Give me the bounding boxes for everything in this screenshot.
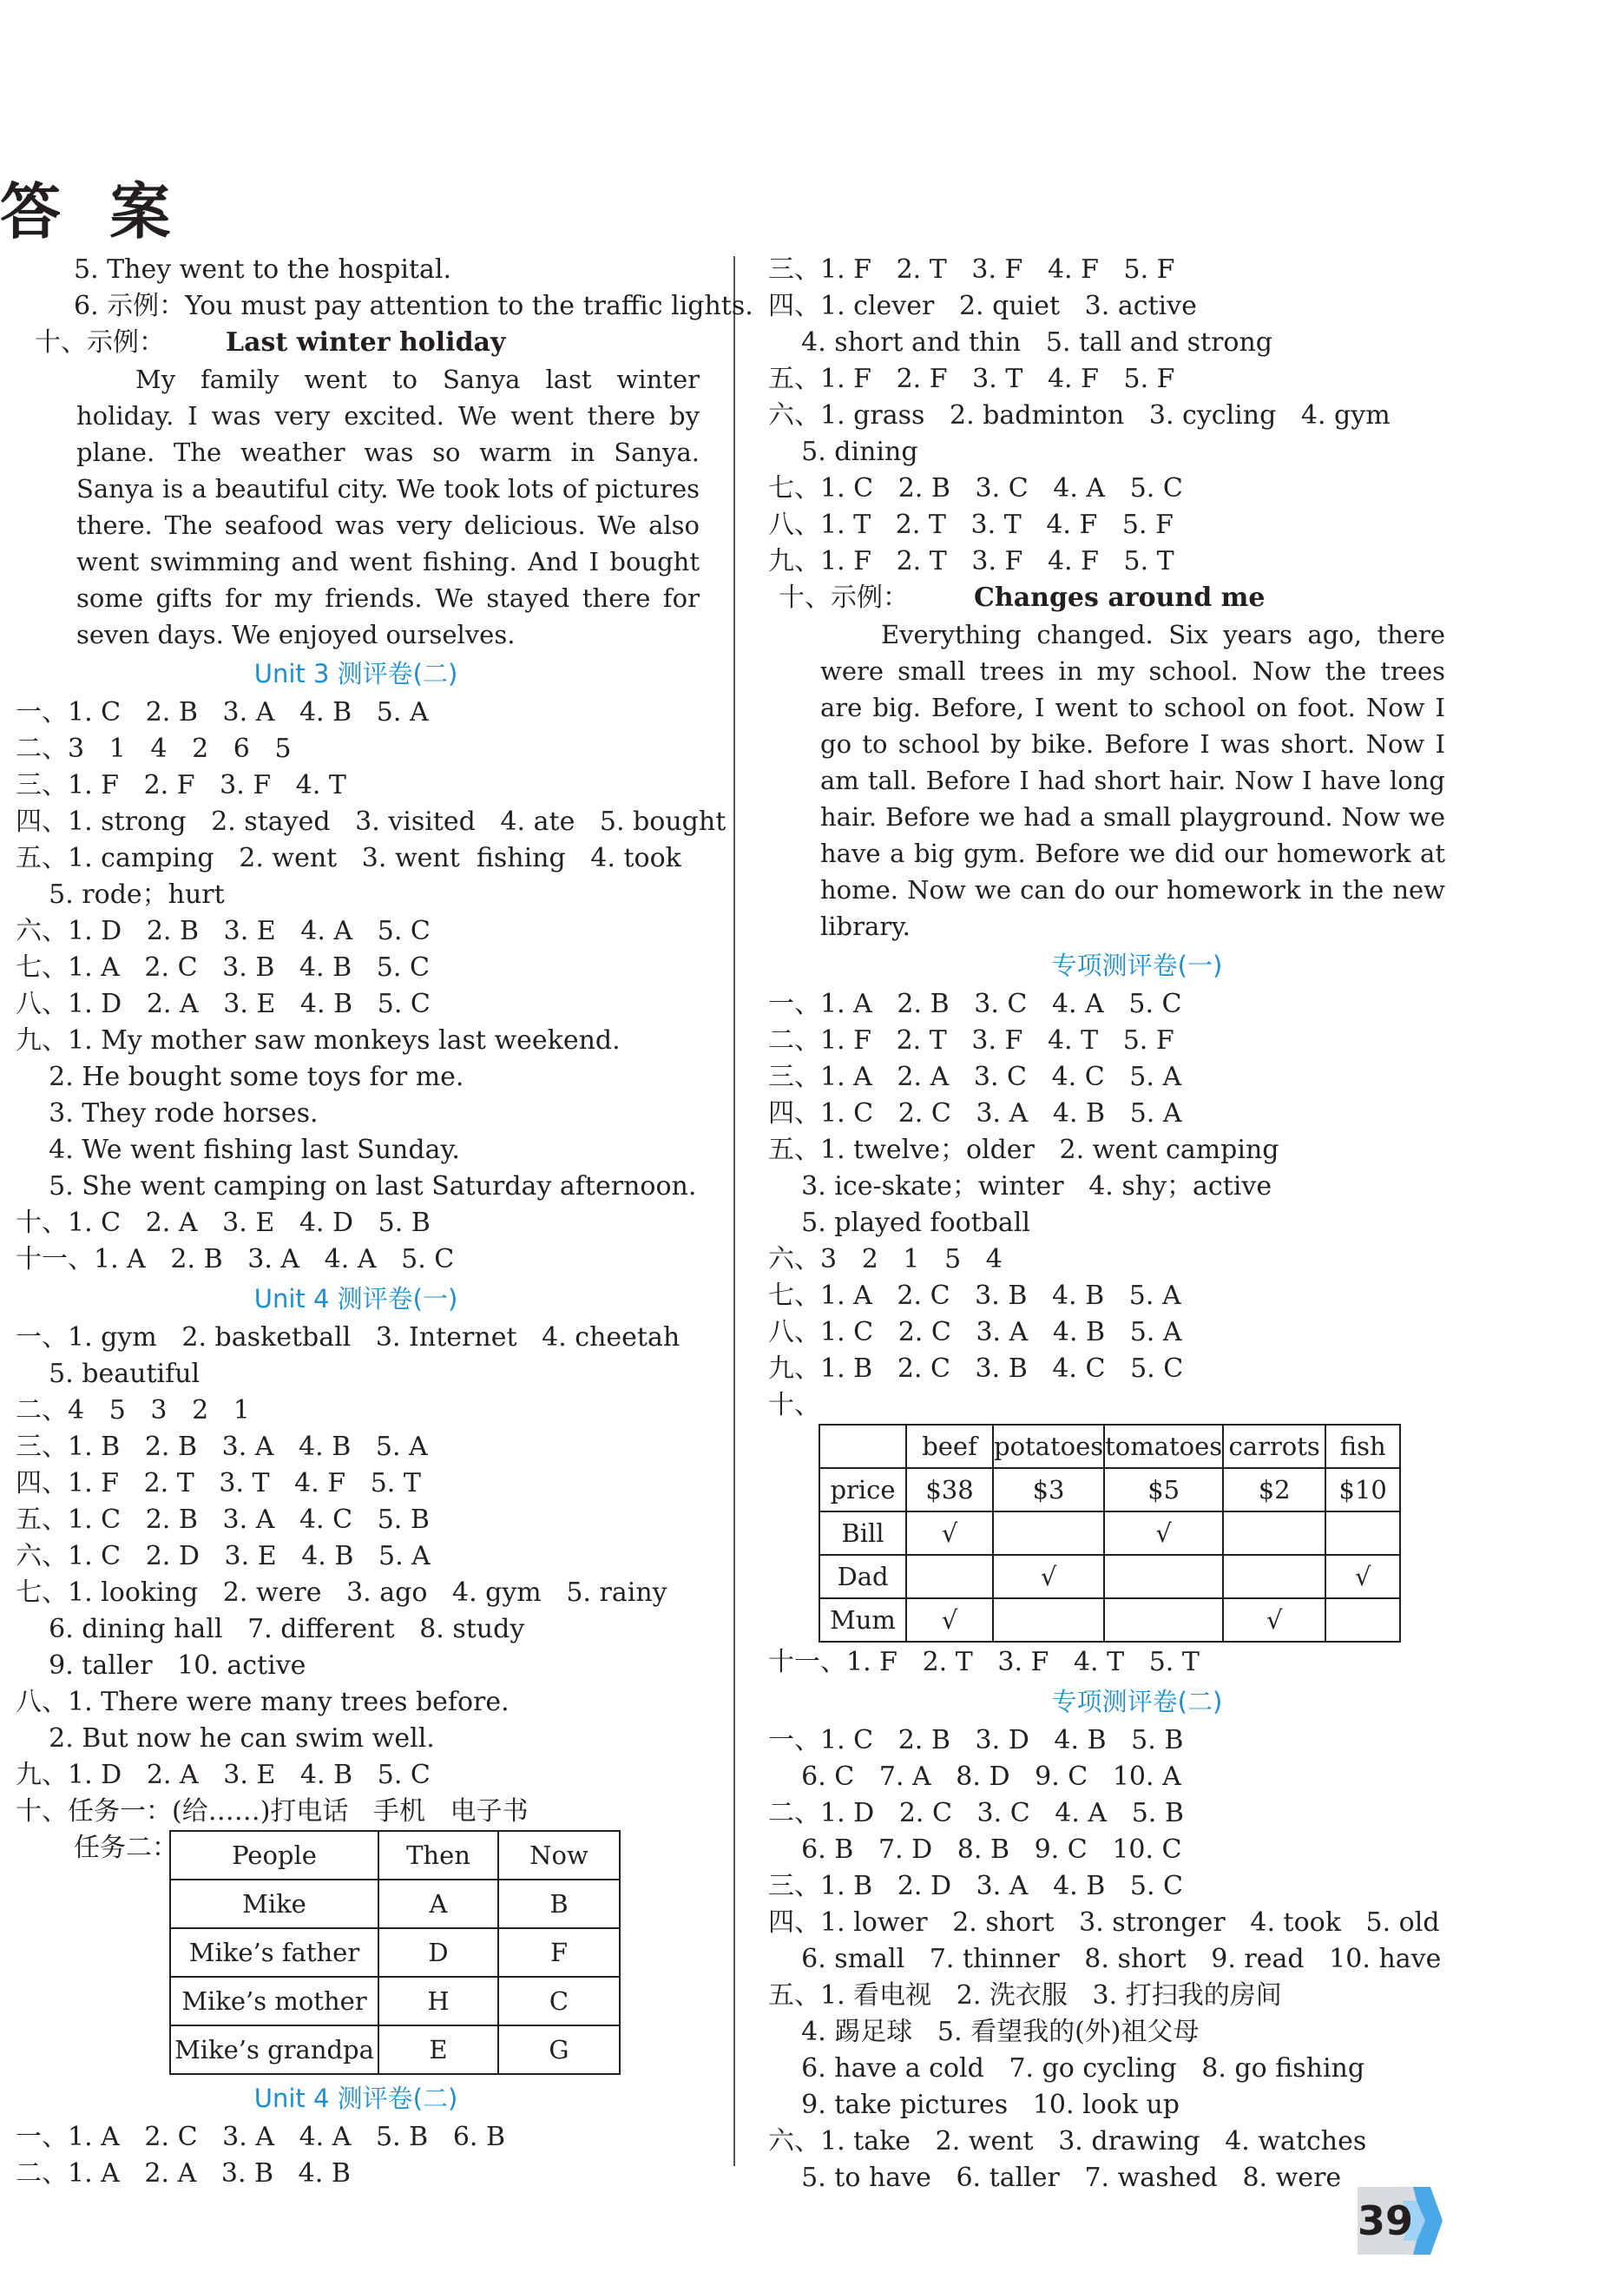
- answer-line: 三、1. B 2. B 3. A 4. B 5. A: [16, 1432, 428, 1462]
- answer-line: 5. rode；hurt: [16, 879, 225, 910]
- answer-line: 七、1. looking 2. were 3. ago 4. gym 5. rainy: [16, 1577, 667, 1608]
- answer-line: 十、1. C 2. A 3. E 4. D 5. B: [16, 1208, 431, 1238]
- answer-line: 五、1. C 2. B 3. A 4. C 5. B: [16, 1505, 430, 1535]
- table-cell: H: [378, 1977, 498, 2025]
- table-cell: Mike’s mother: [170, 1977, 378, 2025]
- table-cell: D: [378, 1928, 498, 1977]
- answer-line: 3. ice-skate；winter 4. shy；active: [768, 1171, 1272, 1202]
- answer-line: 5. beautiful: [16, 1359, 201, 1389]
- table-row: [170, 1977, 620, 2025]
- answer-line: 三、1. F 2. F 3. F 4. T: [16, 770, 346, 800]
- answer-line: 十、任务一：(给……)打电话 手机 电子书: [16, 1796, 529, 1827]
- table-cell: G: [498, 2025, 620, 2074]
- answer-line: 五、1. twelve；older 2. went camping: [768, 1135, 1279, 1165]
- answer-line: 九、1. D 2. A 3. E 4. B 5. C: [16, 1760, 431, 1790]
- table-cell: [993, 1598, 1104, 1642]
- table-cell: √: [906, 1511, 993, 1555]
- answer-line: 二、1. A 2. A 3. B 4. B: [16, 2158, 351, 2189]
- answer-block: [768, 986, 1506, 1387]
- answer-line: 一、1. C 2. B 3. A 4. B 5. A: [16, 697, 429, 728]
- task2-area: [0, 1830, 712, 2078]
- table-cell: Mike: [170, 1880, 378, 1928]
- answer-line: 九、1. F 2. T 3. F 4. F 5. T: [768, 546, 1174, 576]
- answer-line: 四、1. F 2. T 3. T 4. F 5. T: [16, 1468, 421, 1498]
- page-title: 答 案: [0, 176, 185, 247]
- answer-line: 二、4 5 3 2 1: [16, 1395, 250, 1426]
- answer-line: 三、1. A 2. A 3. C 4. C 5. A: [768, 1062, 1182, 1092]
- table-row: [170, 2025, 620, 2074]
- answer-line: 三、1. F 2. T 3. F 4. F 5. F: [768, 254, 1175, 285]
- table-cell: [1104, 1598, 1223, 1642]
- people-table: [169, 1830, 621, 2075]
- answer-line: 八、1. C 2. C 3. A 4. B 5. A: [768, 1317, 1182, 1347]
- table-row: [819, 1468, 1400, 1511]
- answer-line: 二、3 1 4 2 6 5: [16, 734, 292, 764]
- table-cell: Now: [498, 1831, 620, 1880]
- answer-block: [0, 2119, 712, 2192]
- answer-line: 4. We went fishing last Sunday.: [16, 1135, 460, 1165]
- answer-line: 五、1. 看电视 2. 洗衣服 3. 打扫我的房间: [768, 1980, 1282, 2011]
- left-column: [0, 252, 753, 2192]
- essay-heading: [768, 580, 1506, 616]
- answer-line: 6. have a cold 7. go cycling 8. go fishing: [768, 2053, 1365, 2084]
- essay-label: 十、示例：: [35, 327, 165, 358]
- answer-line: 十一、1. A 2. B 3. A 4. A 5. C: [16, 1244, 455, 1274]
- answer-line: 二、1. D 2. C 3. C 4. A 5. B: [768, 1798, 1184, 1828]
- essay-text: Everything changed. Six years ago, there were small trees in my school. Now the trees are big. Before, I went to school on foot. Now I go to school by bike. Before I was short. Now I am tall. Before I had short hair. Now I have long hair. Before we had a small playground. Now we have a big gym. Before we did our homework at home. Now we can do our homework in the new library.: [820, 620, 1445, 941]
- answer-line: 一、1. gym 2. basketball 3. Internet 4. cheetah: [16, 1322, 681, 1353]
- section-heading: 专项测评卷(一): [1051, 951, 1223, 980]
- table-cell: potatoes: [993, 1425, 1104, 1468]
- answer-line: 5. to have 6. taller 7. washed 8. were: [768, 2163, 1342, 2193]
- answer-line: 六、1. C 2. D 3. E 4. B 5. A: [16, 1541, 431, 1571]
- answer-line: 四、1. strong 2. stayed 3. visited 4. ate 5. bought: [16, 807, 727, 837]
- table-cell: A: [378, 1880, 498, 1928]
- answer-line: 八、1. T 2. T 3. T 4. F 5. F: [768, 510, 1174, 540]
- table-cell: $2: [1223, 1468, 1325, 1511]
- table-cell: √: [993, 1555, 1104, 1598]
- answer-line: 七、1. C 2. B 3. C 4. A 5. C: [768, 473, 1183, 504]
- right-column: [768, 252, 1506, 2196]
- table-row: [819, 1598, 1400, 1642]
- answer-line: 四、1. lower 2. short 3. stronger 4. took 5. old: [768, 1907, 1440, 1938]
- answer-line: 5. dining: [768, 437, 918, 467]
- table-cell: price: [819, 1468, 906, 1511]
- table-cell: fish: [1325, 1425, 1400, 1468]
- answer-line: 6. B 7. D 8. B 9. C 10. C: [768, 1834, 1182, 1865]
- table-cell: √: [906, 1598, 993, 1642]
- answer-line: 6. C 7. A 8. D 9. C 10. A: [768, 1761, 1181, 1792]
- table-cell: $3: [993, 1468, 1104, 1511]
- answer-block: [768, 252, 1506, 580]
- table-cell: carrots: [1223, 1425, 1325, 1468]
- table-header-row: [819, 1425, 1400, 1468]
- table-row: [170, 1880, 620, 1928]
- answer-line: 六、1. D 2. B 3. E 4. A 5. C: [16, 916, 431, 946]
- table-cell: Mum: [819, 1598, 906, 1642]
- shopping-table: [819, 1424, 1401, 1643]
- answer-line: 5. They went to the hospital.: [74, 254, 452, 285]
- answer-block: [0, 695, 727, 1278]
- answer-line: 五、1. F 2. F 3. T 4. F 5. F: [768, 364, 1175, 394]
- answer-line: 八、1. There were many trees before.: [16, 1687, 510, 1717]
- table-row: [170, 1928, 620, 1977]
- essay-text: My family went to Sanya last winter holiday. I was very excited. We went there by plane. The weather was so warm in Sanya. Sanya is a beautiful city. We took lots of pictures there. The seafood was very delicious. We also went swimming and went fishing. And I bought some gifts for my friends. We stayed there for seven days. We enjoyed ourselves.: [76, 365, 700, 649]
- table-cell: [993, 1511, 1104, 1555]
- page-number-badge: [1351, 2183, 1446, 2258]
- essay-heading: [0, 325, 712, 361]
- section-heading: Unit 4 测评卷(一): [253, 1284, 458, 1314]
- section-heading: 专项测评卷(二): [1051, 1687, 1223, 1716]
- answer-block: [0, 1320, 712, 1830]
- table-cell: [1223, 1555, 1325, 1598]
- answer-line: 9. taller 10. active: [16, 1650, 306, 1681]
- answer-line: 八、1. D 2. A 3. E 4. B 5. C: [16, 989, 431, 1019]
- answer-line: 七、1. A 2. C 3. B 4. B 5. C: [16, 952, 430, 983]
- page-number: 39: [1357, 2197, 1413, 2244]
- table-row: [819, 1555, 1400, 1598]
- table-cell: People: [170, 1831, 378, 1880]
- table-cell: [906, 1555, 993, 1598]
- table-row: [819, 1511, 1400, 1555]
- answer-line: 一、1. A 2. B 3. C 4. A 5. C: [768, 989, 1182, 1019]
- table-cell: $38: [906, 1468, 993, 1511]
- answer-line: 4. 踢足球 5. 看望我的(外)祖父母: [768, 2017, 1200, 2047]
- answer-line: 五、1. camping 2. went 3. went fishing 4. took: [16, 843, 681, 873]
- table-label: 十、: [768, 1390, 820, 1420]
- table-cell: √: [1104, 1511, 1223, 1555]
- answer-line: 四、1. C 2. C 3. A 4. B 5. A: [768, 1098, 1182, 1129]
- essay-label: 十、示例：: [779, 583, 909, 613]
- table-header-row: [170, 1831, 620, 1880]
- table-cell: [1325, 1598, 1400, 1642]
- section-heading: Unit 4 测评卷(二): [253, 2084, 458, 2113]
- table-cell: √: [1223, 1598, 1325, 1642]
- answer-line: 四、1. clever 2. quiet 3. active: [768, 291, 1197, 321]
- answer-line: 六、1. take 2. went 3. drawing 4. watches: [768, 2126, 1367, 2157]
- answer-line: 6. dining hall 7. different 8. study: [16, 1614, 525, 1644]
- table-cell: F: [498, 1928, 620, 1977]
- answer-line: 6. 示例：You must pay attention to the traffic lights.: [74, 291, 753, 321]
- task2-label: 任务二：: [74, 1833, 178, 1863]
- table-cell: [1223, 1511, 1325, 1555]
- table-cell: Mike’s father: [170, 1928, 378, 1977]
- table-cell: C: [498, 1977, 620, 2025]
- answer-line: 九、1. B 2. C 3. B 4. C 5. C: [768, 1353, 1184, 1384]
- answer-line: 七、1. A 2. C 3. B 4. B 5. A: [768, 1281, 1181, 1311]
- table-cell: beef: [906, 1425, 993, 1468]
- answer-line: 一、1. A 2. C 3. A 4. A 5. B 6. B: [16, 2122, 506, 2152]
- answer-line: 三、1. B 2. D 3. A 4. B 5. C: [768, 1871, 1183, 1901]
- table-cell: √: [1325, 1555, 1400, 1598]
- table-cell: Mike’s grandpa: [170, 2025, 378, 2074]
- table-cell: Dad: [819, 1555, 906, 1598]
- essay-title: Changes around me: [974, 583, 1266, 613]
- table-cell: $5: [1104, 1468, 1223, 1511]
- answer-line: 2. He bought some toys for me.: [16, 1062, 464, 1092]
- answer-line: 一、1. C 2. B 3. D 4. B 5. B: [768, 1725, 1184, 1755]
- table-cell: E: [378, 2025, 498, 2074]
- table-cell: [1325, 1511, 1400, 1555]
- answer-line: 2. But now he can swim well.: [16, 1723, 435, 1754]
- answer-line: 九、1. My mother saw monkeys last weekend.: [16, 1025, 621, 1056]
- table-cell: B: [498, 1880, 620, 1928]
- table-cell: [819, 1425, 906, 1468]
- section-heading: Unit 3 测评卷(二): [253, 659, 458, 688]
- essay-title: Last winter holiday: [226, 327, 506, 358]
- column-divider: [733, 256, 735, 2166]
- table-cell: tomatoes: [1104, 1425, 1223, 1468]
- table-cell: Bill: [819, 1511, 906, 1555]
- answer-line: 六、1. grass 2. badminton 3. cycling 4. gym: [768, 400, 1391, 431]
- answer-block: [768, 1722, 1506, 2196]
- table-cell: $10: [1325, 1468, 1400, 1511]
- answer-line: 二、1. F 2. T 3. F 4. T 5. F: [768, 1025, 1174, 1056]
- answer-line: 十一、1. F 2. T 3. F 4. T 5. T: [768, 1647, 1200, 1677]
- answer-line: 5. played football: [768, 1208, 1030, 1238]
- answer-line: 6. small 7. thinner 8. short 9. read 10. have: [768, 1944, 1442, 1974]
- answer-line: 4. short and thin 5. tall and strong: [768, 327, 1273, 358]
- answer-line: 5. She went camping on last Saturday afternoon.: [16, 1171, 697, 1202]
- answer-line: 六、3 2 1 5 4: [768, 1244, 1003, 1274]
- table-cell: [1104, 1555, 1223, 1598]
- answer-line: 3. They rode horses.: [16, 1098, 319, 1129]
- table-cell: Then: [378, 1831, 498, 1880]
- answer-line: 9. take pictures 10. look up: [768, 2090, 1180, 2120]
